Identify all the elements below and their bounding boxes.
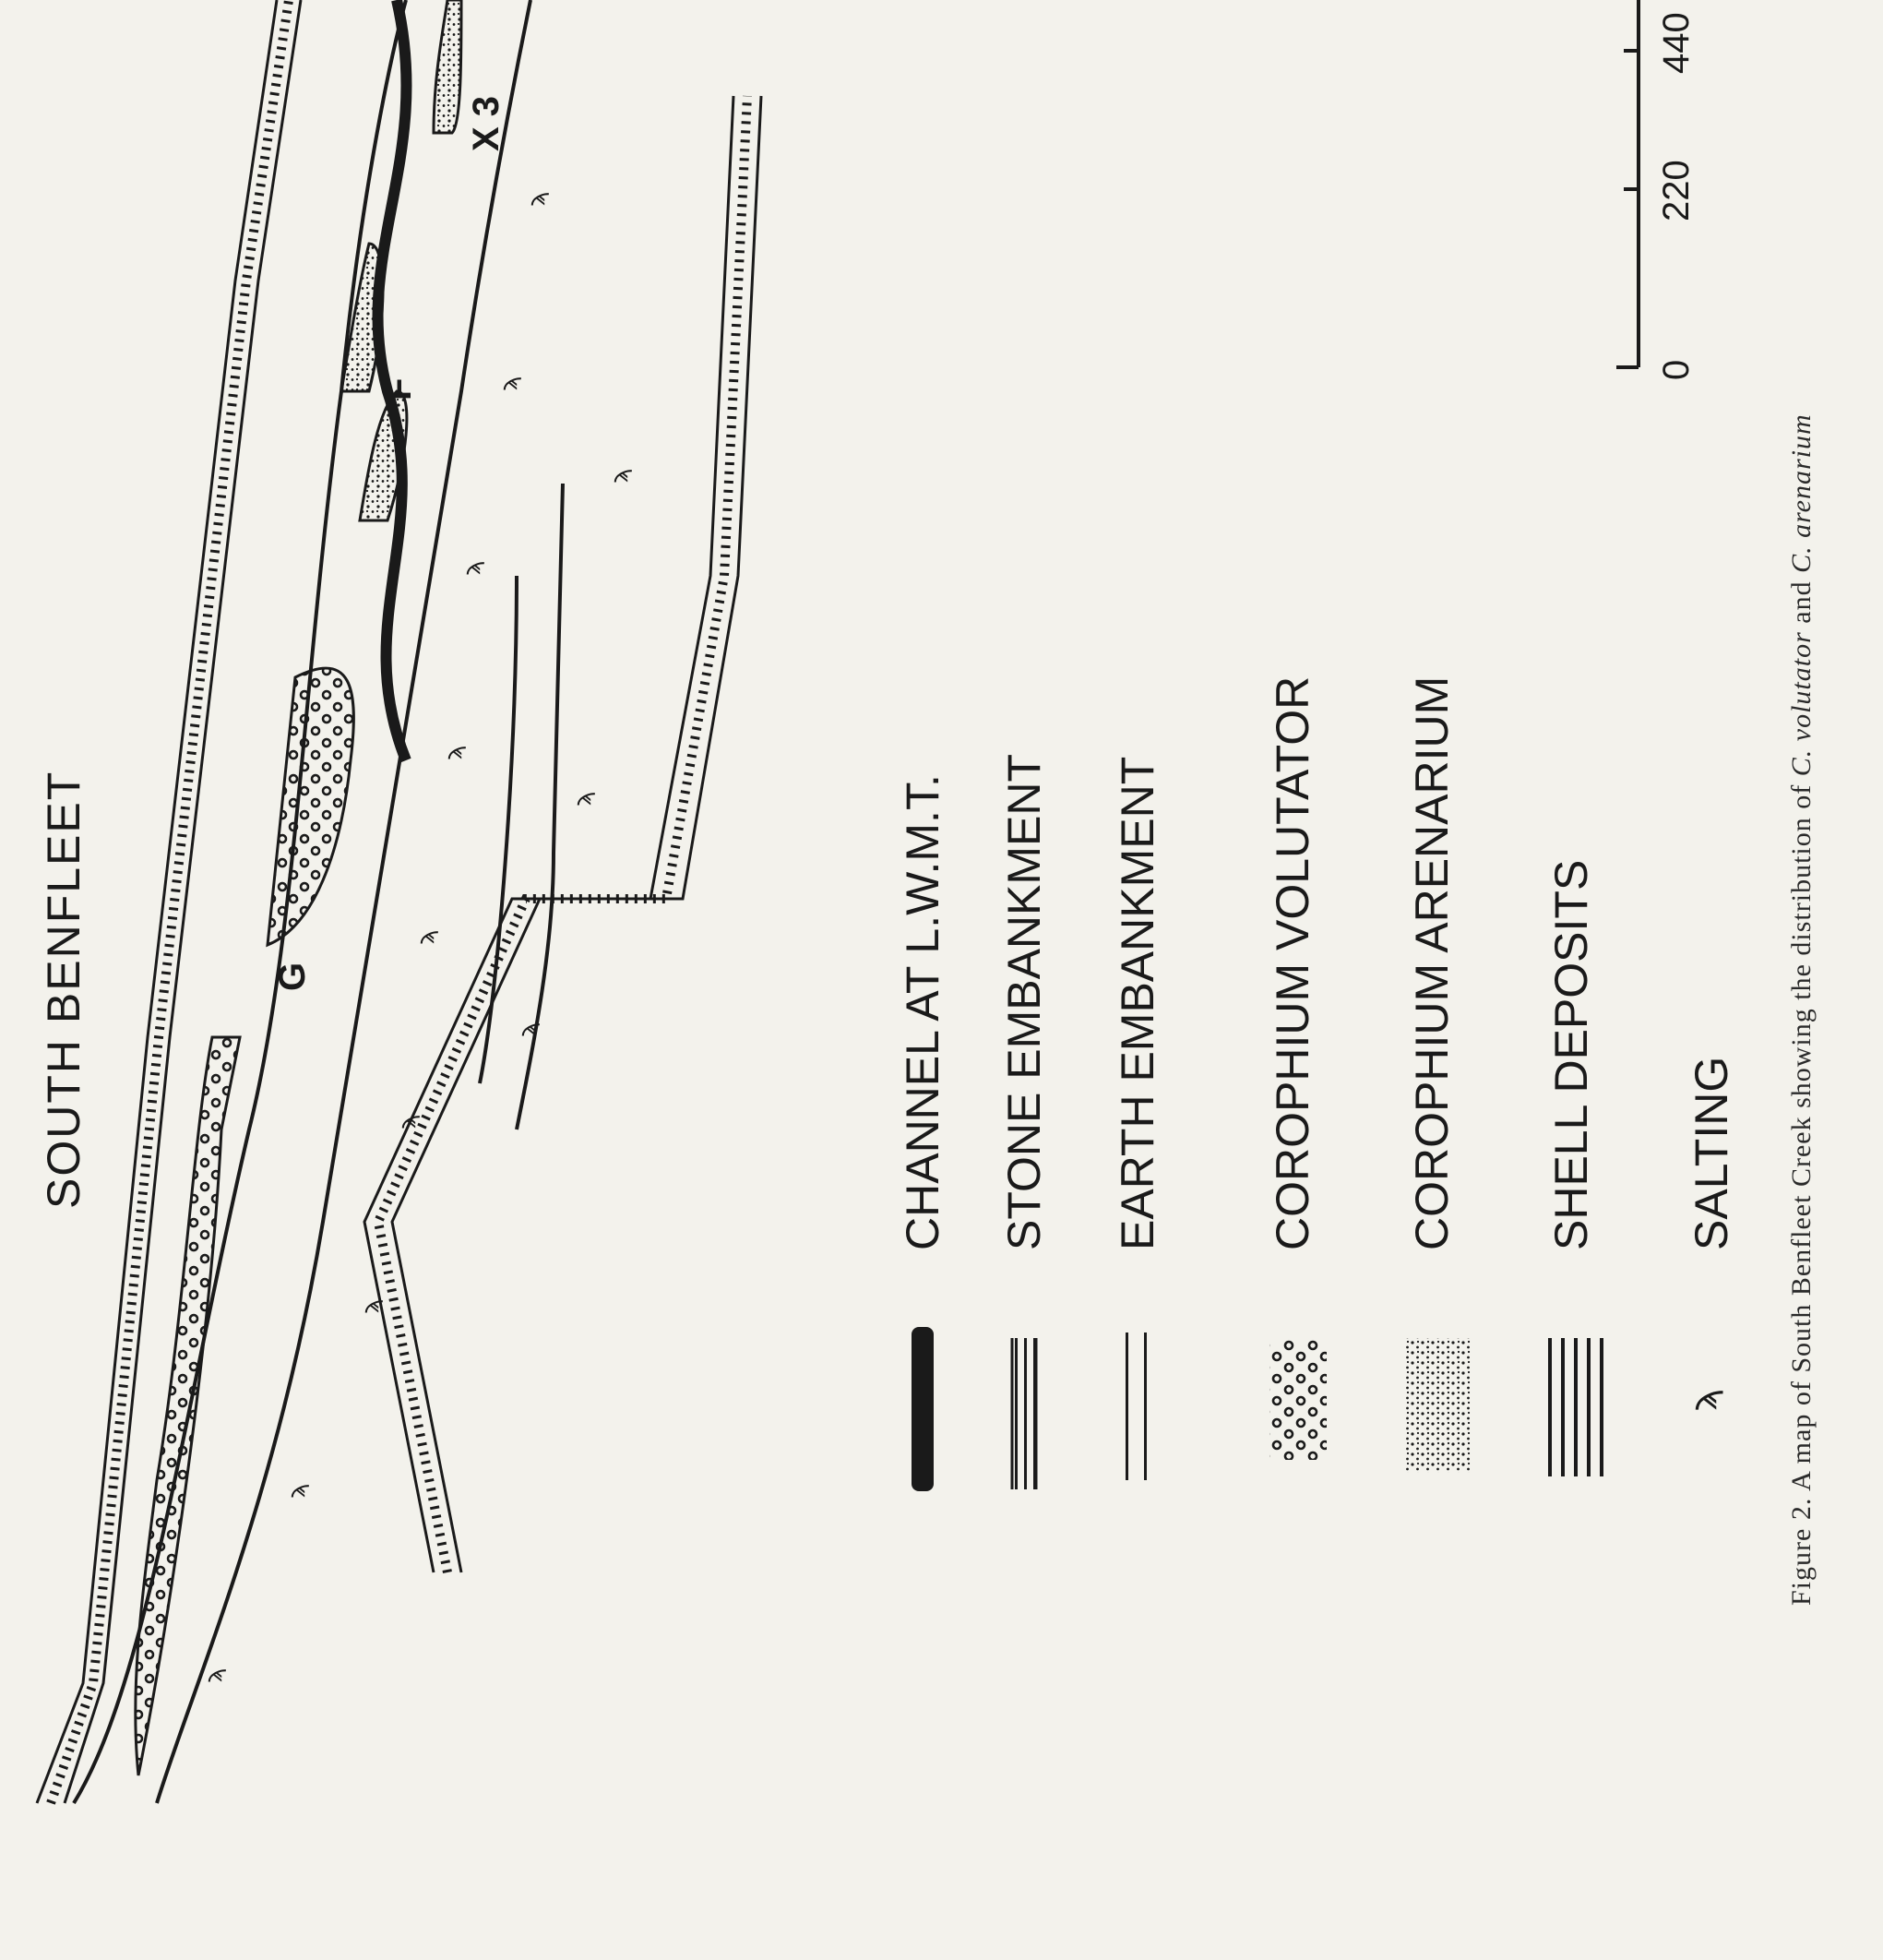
creek-bank-north xyxy=(74,0,406,1803)
tributary xyxy=(480,576,517,1083)
scale-tick-220: 220 xyxy=(1656,160,1697,221)
scale-bar xyxy=(1616,0,1697,380)
svg-text:ϡ: ϡ xyxy=(523,191,551,207)
figure-caption xyxy=(1786,413,1817,1606)
caption-prefix: Figure 2. A map of South Benfleet Creek showing the distribution of xyxy=(1786,776,1817,1606)
caption-middle: and xyxy=(1786,572,1817,624)
site-marker-g: G xyxy=(272,962,313,991)
svg-text:ϡ: ϡ xyxy=(412,929,440,945)
legend-label-shell-deposits: SHELL DEPOSITS xyxy=(1545,859,1597,1250)
volutator-zone xyxy=(268,668,353,945)
site-marker-x3: X 3 xyxy=(466,95,507,151)
salting-marks xyxy=(200,192,634,1683)
site-marker-f: F xyxy=(378,377,419,400)
legend-label-corophium-arenarium: COROPHIUM ARENARIUM xyxy=(1406,675,1458,1250)
stone-embankment-icon xyxy=(1012,1338,1036,1489)
legend-label-channel: CHANNEL AT L.W.M.T. xyxy=(897,774,948,1250)
earth-embankment-icon xyxy=(1124,1333,1150,1480)
scale-tick-440: 440 xyxy=(1656,12,1697,74)
arenarium-zone xyxy=(434,0,461,133)
svg-text:ϡ: ϡ xyxy=(514,1022,542,1037)
svg-text:ϡ: ϡ xyxy=(495,376,523,391)
creek-map xyxy=(37,0,761,1803)
channel-icon xyxy=(912,1327,934,1491)
svg-text:ϡ: ϡ xyxy=(569,791,597,807)
corophium-volutator-icon xyxy=(1269,1340,1327,1460)
arenarium-zone xyxy=(341,244,383,391)
legend-label-corophium-volutator: COROPHIUM VOLUTATOR xyxy=(1267,675,1318,1250)
stone-embankment-south xyxy=(364,96,761,1572)
legend-label-earth-embankment: EARTH EMBANKMENT xyxy=(1112,756,1163,1250)
legend xyxy=(897,676,1737,1491)
svg-text:ϡ: ϡ xyxy=(394,1114,422,1129)
svg-text:ϡ: ϡ xyxy=(1683,1388,1725,1412)
creek-bank-south xyxy=(157,0,530,1803)
svg-text:ϡ: ϡ xyxy=(440,745,468,760)
map-title: SOUTH BENFLEET xyxy=(38,770,89,1209)
corophium-arenarium-icon xyxy=(1405,1338,1472,1473)
salting-icon xyxy=(1683,1389,1725,1412)
scale-tick-0: 0 xyxy=(1656,359,1697,380)
svg-text:ϡ: ϡ xyxy=(283,1483,311,1499)
caption-species-volutator: C. volutator xyxy=(1786,631,1817,777)
svg-text:ϡ: ϡ xyxy=(357,1298,385,1314)
legend-label-salting: SALTING xyxy=(1686,1056,1737,1250)
legend-label-stone-embankment: STONE EMBANKMENT xyxy=(998,753,1050,1250)
svg-text:ϡ: ϡ xyxy=(459,560,486,576)
caption-species-arenarium: C. arenarium xyxy=(1786,413,1817,573)
svg-text:ϡ: ϡ xyxy=(606,468,634,484)
svg-text:ϡ: ϡ xyxy=(200,1667,228,1683)
shell-deposits-icon xyxy=(1550,1338,1602,1476)
